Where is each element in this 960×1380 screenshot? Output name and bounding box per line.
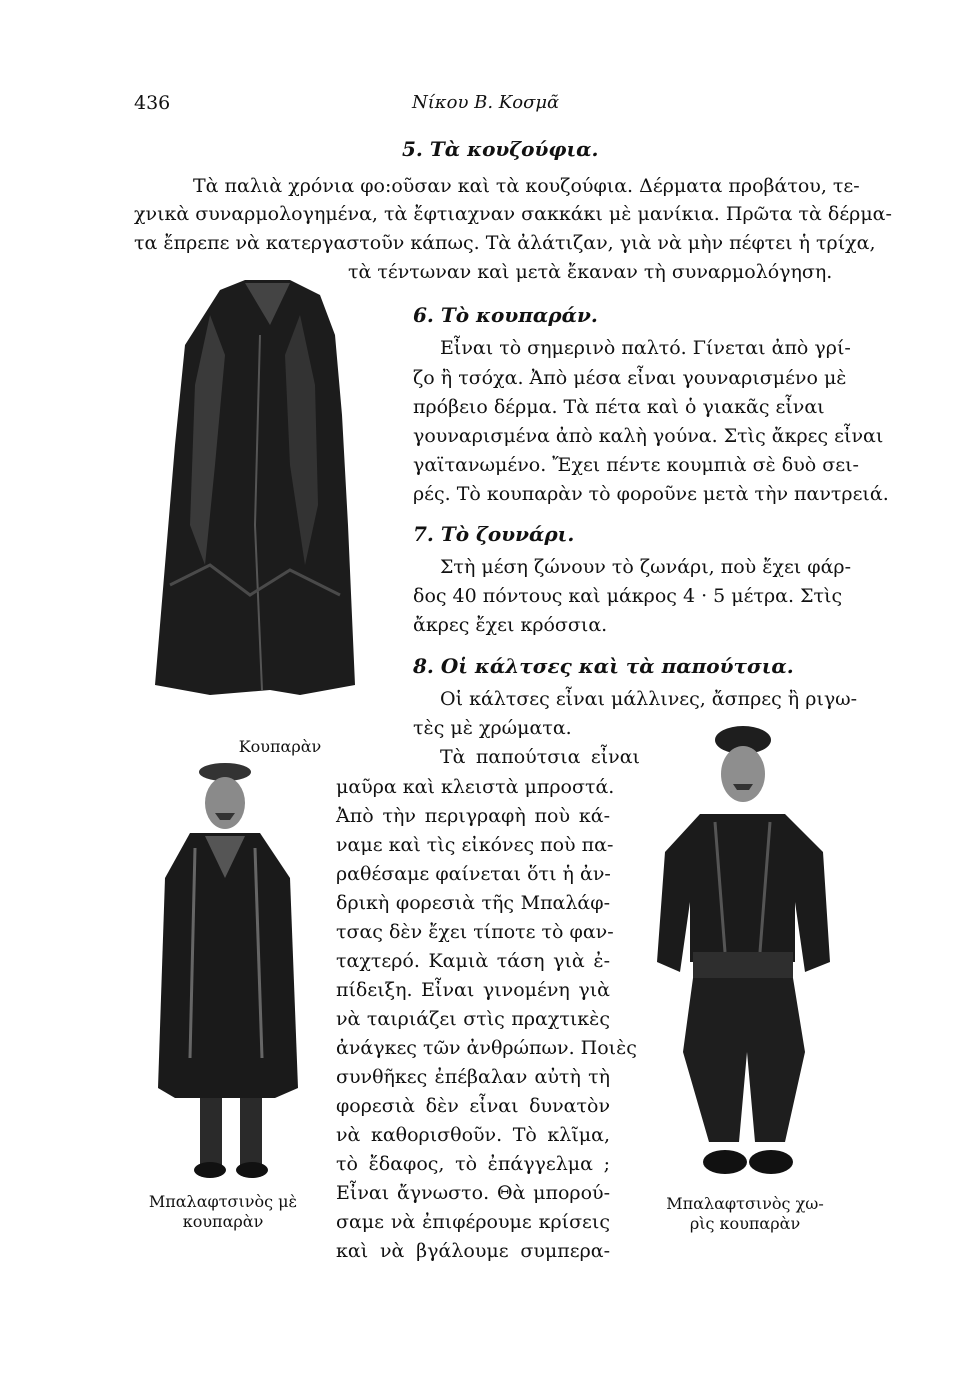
man-without-coat-caption (650, 1194, 840, 1234)
coat-caption: Κουπαρὰν (238, 737, 322, 756)
man-without-coat-illustration (655, 722, 845, 1188)
section-8-line: Οἱ κάλτσες εἶναι μάλλινες, ἄσπρες ἢ ριγω- (440, 688, 858, 710)
section-5-line: τα ἔπρεπε νὰ κατεργαστοῦν κάπως. Τὰ ἀλάτιζαν, γιὰ νὰ μὴν πέφτει ἡ τρίχα, (134, 232, 876, 254)
section-6-line: πρόβειο δέρμα. Τὰ πέτα καὶ ὁ γιακᾶς εἶναι (413, 396, 825, 418)
section-5-heading: 5. Τὰ κουζούφια. (402, 137, 599, 161)
section-6-line: ρές. Τὸ κουπαρὰν τὸ φοροῦνε μετὰ τὴν παντρειά. (413, 483, 889, 505)
column-line: καὶ νὰ βγάλουμε συμπερα- (336, 1240, 610, 1262)
caption-line: κουπαρὰν (182, 1212, 264, 1231)
column-line: ναμε καὶ τὶς εἰκόνες ποὺ πα- (336, 834, 614, 856)
section-5-line: χνικὰ συναρμολογημένα, τὰ ἔφτιαχναν σακκάκι μὲ μανίκια. Πρῶτα τὰ δέρμα- (134, 203, 892, 225)
column-line: δρικὴ φορεσιὰ τῆς Μπαλάφ- (336, 892, 610, 914)
section-8-heading: 8. Οἱ κάλτσες καὶ τὰ παπούτσια. (413, 654, 794, 678)
column-line: ταχτερό. Καμιὰ τάση γιὰ ἐ- (336, 950, 610, 972)
column-line: νὰ καθορισθοῦν. Τὸ κλῖμα, (336, 1124, 610, 1146)
section-7-line: ἄκρες ἔχει κρόσσια. (413, 614, 608, 636)
man-with-coat-caption (148, 1192, 298, 1232)
section-6-heading: 6. Τὸ κουπαράν. (413, 303, 598, 327)
section-5-line: Τὰ παλιὰ χρόνια φο:οῦσαν καὶ τὰ κουζούφια. Δέρματα προβάτου, τε- (193, 175, 860, 197)
section-7-line: δος 40 πόντους καὶ μάκρος 4 · 5 μέτρα. Στὶς (413, 585, 843, 607)
man-without-coat-photo (655, 722, 845, 1188)
man-with-coat-illustration (150, 758, 320, 1190)
section-5-line: τὰ τέντωναν καὶ μετὰ ἔκαναν τὴ συναρμολόγηση. (348, 261, 833, 283)
column-line: φορεσιὰ δὲν εἶναι δυνατὸν (336, 1095, 610, 1117)
section-7-line: Στὴ μέση ζώνουν τὸ ζωνάρι, ποὺ ἔχει φάρ- (440, 556, 852, 578)
column-line: μαῦρα καὶ κλειστὰ μπροστά. (336, 776, 615, 798)
column-line: ἀνάγκες τῶν ἀνθρώπων. Ποιὲς (336, 1037, 637, 1059)
running-head: Νίκου Β. Κοσμᾶ (412, 92, 560, 113)
coat-illustration (150, 265, 360, 705)
section-8-line: τὲς μὲ χρώματα. (413, 717, 572, 739)
section-6-line: Εἶναι τὸ σημερινὸ παλτό. Γίνεται ἀπὸ γρί- (440, 337, 851, 359)
column-line: νὰ ταιριάζει στὶς πραχτικὲς (336, 1008, 610, 1030)
man-with-coat-photo (150, 758, 320, 1190)
section-7-heading: 7. Τὸ ζουνάρι. (413, 522, 575, 546)
caption-line: ρὶς κουπαρὰν (689, 1214, 801, 1233)
column-line: πίδειξη. Εἶναι γινομένη γιὰ (336, 979, 610, 1001)
section-6-line: ζο ἢ τσόχα. Ἀπὸ μέσα εἶναι γουναρισμένο μὲ (413, 367, 847, 389)
caption-line: Μπαλαφτσινὸς μὲ (148, 1192, 298, 1211)
page-number: 436 (134, 92, 171, 114)
caption-line: Μπαλαφτσινὸς χω- (666, 1194, 824, 1213)
column-line: ραθέσαμε φαίνεται ὅτι ἡ ἀν- (336, 863, 611, 885)
column-line: Εἶναι ἄγνωστο. Θὰ μπορού- (336, 1182, 610, 1204)
column-line: συνθῆκες ἐπέβαλαν αὐτὴ τὴ (336, 1066, 610, 1088)
column-line: σαμε νὰ ἐπιφέρουμε κρίσεις (336, 1211, 610, 1233)
column-line: τσας δὲν ἔχει τίποτε τὸ φαν- (336, 921, 614, 943)
section-8-line: Τὰ παπούτσια εἶναι (440, 746, 640, 768)
coat-photo (150, 265, 360, 705)
column-line: τὸ ἔδαφος, τὸ ἐπάγγελμα ; (336, 1153, 610, 1175)
section-6-line: γουναρισμένα ἀπὸ καλὴ γούνα. Στὶς ἄκρες εἶναι (413, 425, 884, 447)
section-6-line: γαϊτανωμένο. Ἔχει πέντε κουμπιὰ σὲ δυὸ σει- (413, 454, 859, 476)
column-line: Ἀπὸ τὴν περιγραφὴ ποὺ κά- (336, 805, 610, 827)
